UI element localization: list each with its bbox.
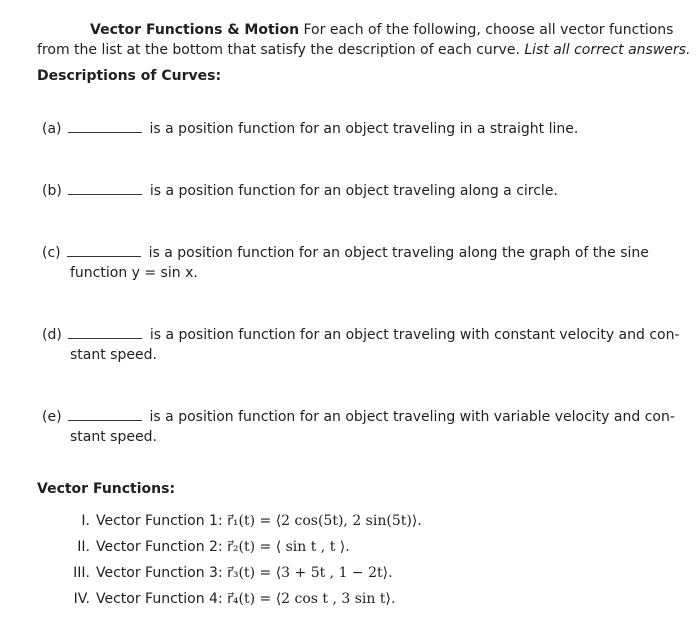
vector-function-3 <box>62 564 393 582</box>
function-formula: r⃗₁(t) = ⟨2 cos(5t), 2 sin(5t)⟩. <box>227 513 422 529</box>
function-numeral: I. <box>81 513 90 529</box>
description-text: is a position function for an object traveling along a circle. <box>149 183 558 199</box>
function-formula: r⃗₃(t) = ⟨3 + 5t , 1 − 2t⟩. <box>227 565 393 581</box>
function-numeral: III. <box>73 565 90 581</box>
intro-line-1 <box>90 21 673 39</box>
intro-text-1: For each of the following, choose all vector functions <box>303 22 674 38</box>
function-label: Vector Function 3: <box>96 565 223 581</box>
function-formula: r⃗₂(t) = ⟨ sin t , t ⟩. <box>227 539 350 555</box>
description-label: (b) <box>42 183 62 199</box>
description-a <box>42 120 578 138</box>
description-label: (a) <box>42 121 62 137</box>
description-e <box>42 408 675 426</box>
description-c-cont: function y = sin x. <box>70 265 198 281</box>
vector-function-2 <box>62 538 350 556</box>
function-label: Vector Function 1: <box>96 513 223 529</box>
description-text: is a position function for an object traveling along the graph of the sine <box>148 245 649 261</box>
answer-blank-d[interactable] <box>68 338 142 339</box>
description-text: is a position function for an object traveling in a straight line. <box>149 121 579 137</box>
vector-function-1 <box>62 512 422 530</box>
function-numeral: IV. <box>73 591 90 607</box>
intro-line-2 <box>37 41 690 59</box>
problem-title: Vector Functions & Motion <box>90 22 300 38</box>
intro-instruction: List all correct answers. <box>524 42 691 58</box>
description-c <box>42 244 649 262</box>
descriptions-heading: Descriptions of Curves: <box>37 68 222 84</box>
vector-function-4 <box>62 590 395 608</box>
function-numeral: II. <box>77 539 90 555</box>
function-label: Vector Function 2: <box>96 539 223 555</box>
answer-blank-b[interactable] <box>68 194 142 195</box>
description-d <box>42 326 680 344</box>
description-text: is a position function for an object traveling with constant velocity and con- <box>149 327 680 343</box>
description-label: (c) <box>42 245 61 261</box>
description-label: (d) <box>42 327 62 343</box>
answer-blank-c[interactable] <box>67 256 141 257</box>
answer-blank-a[interactable] <box>68 132 142 133</box>
description-d-cont: stant speed. <box>70 347 157 363</box>
function-formula: r⃗₄(t) = ⟨2 cos t , 3 sin t⟩. <box>227 591 396 607</box>
intro-text-2: from the list at the bottom that satisfy the description of each curve. <box>37 42 520 58</box>
description-b <box>42 182 558 200</box>
function-label: Vector Function 4: <box>96 591 223 607</box>
description-text: is a position function for an object traveling with variable velocity and con- <box>149 409 675 425</box>
functions-heading: Vector Functions: <box>37 481 176 497</box>
answer-blank-e[interactable] <box>68 420 142 421</box>
description-label: (e) <box>42 409 62 425</box>
description-e-cont: stant speed. <box>70 429 157 445</box>
